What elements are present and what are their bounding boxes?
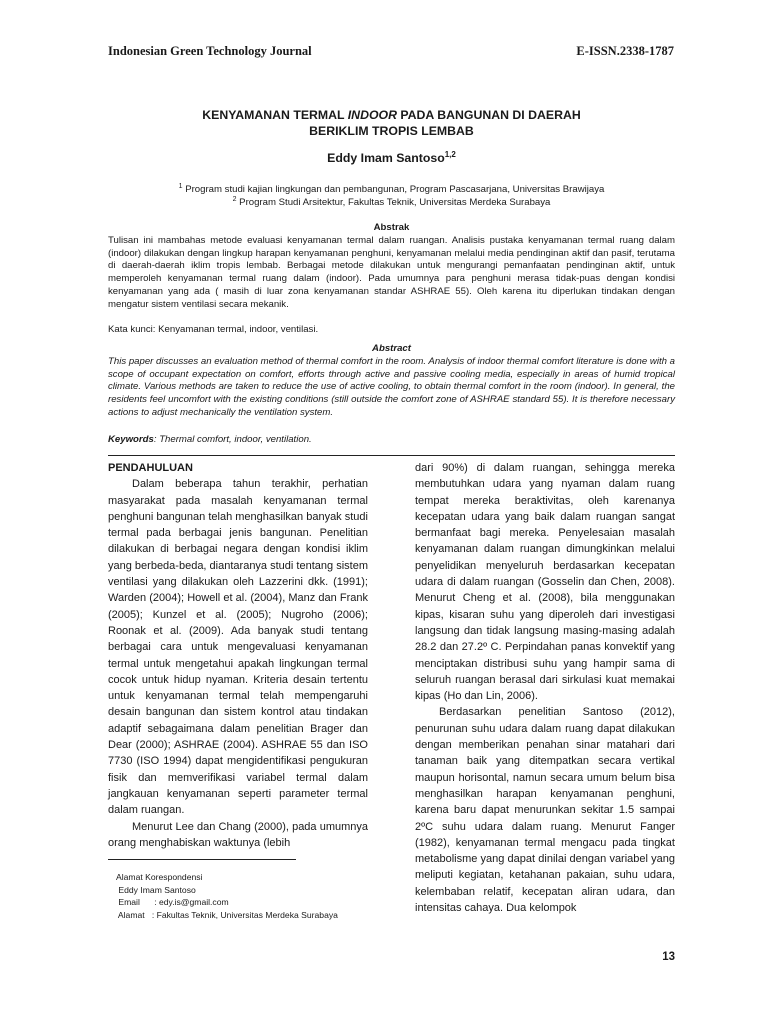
affiliation-2: $^2$ Program Studi Arsitektur, Fakultas Teknik, Universitas Merdeka Surabaya <box>232 196 551 209</box>
author-superscript: 1,2 <box>444 150 456 159</box>
abstract-heading: Abstract <box>372 343 411 354</box>
keywords <box>108 434 675 445</box>
right-paragraph-2: Berdasarkan penelitian Santoso (2012), penurunan suhu udara dalam ruang dapat dilakukan dengan memberikan penahan sinar matahari dari tanaman baik yang ditempatkan secara vertikal maupun horisontal, namun secara umum belum bisa menghasilkan harapan kenyamanan penghuni, karena baru dapat menurunkan sekitar 1.5 sampai 2ºC suhu udara dalam ruang. Menurut Fanger (1982), kenyamanan termal mengacu pada tingkat metabolisme yang dapat dinilai dengan variabel yang meliputi kegiatan, ketahanan pakaian, suhu udara, kelembaban relatif, kecepatan aliran udara, dan intensitas cahaya. Dua kelompok <box>415 706 675 915</box>
footnote-line-3: Email : edy.is@gmail.com <box>116 897 229 907</box>
section-heading: PENDAHULUAN <box>108 462 193 474</box>
abstract-text: This paper discusses an evaluation method of thermal comfort in the room. Analysis of indoor thermal comfort literature is done with a scope of occupant expectation on comfort, efforts through active and passive cooling media, especially in areas of humid tropical climate. Various methods are taken to reduce the use of active cooling, to obtain thermal comfort in the room (indoor). In general, the residents feel uncomfort with the existing conditions (still outside the comfort zone of ASHRAE standard 55). It is therefore necessary actions to adjust mechanically the ventilation system. <box>108 356 675 418</box>
affiliation-1: $^1$ Program studi kajian lingkungan dan pembangunan, Program Pascasarjana, Universitas Brawijaya <box>178 183 605 196</box>
left-paragraph-1: Dalam beberapa tahun terakhir, perhatian masyarakat pada masalah kenyamanan termal penghuni bangunan telah menghasilkan banyak studi termal pada berbagai jenis bangunan. Penelitian dilakukan di berbagai negara dengan kondisi iklim yang berbeda-beda, diantaranya studi tentang sistem ventilasi yang dilakukan oleh Lazzerini dkk. (1991); Warden (2004); Howell et al. (2004), Manz dan Frank (2005); Kunzel et al. (2005); Nugroho (2006); Roonak et al. (2009). Ada banyak studi tentang berbagai cara untuk mengevaluasi kenyamanan termal untuk mengetahui apakah lingkungan termal cocok untuk hidup nyaman. Kriteria desain tertentu untuk kenyamanan termal telah mempengaruhi desain bangunan dan sistem kontrol atau tindakan adaptif sebagaimana dalam penelitian Brager dan Dear (2000); ASHRAE (2004). ASHRAE 55 dan ISO 7730 (ISO 1994) dapat mengidentifikasi pengukuran fisik dan memverifikasi variabel termal dalam jangkauan kenyamanan seperti parameter termal dalam ruangan. <box>108 478 368 817</box>
kata-kunci-label: Kata kunci: <box>108 324 159 335</box>
right-paragraph-1: dari 90%) di dalam ruangan, sehingga mereka membutuhkan udara yang nyaman dalam ruang tempat mereka beraktivitas, oleh karenanya kecepatan udara yang baik dalam ruangan sangat bermanfaat bagi mereka. Penyelesaian masalah kenyamanan dalam ruangan dimungkinkan melalui penyelidikan menyeluruh berdasarkan kecepatan udara di dalam ruangan (Gosselin dan Chen, 2008). Menurut Cheng et al. (2008), bila menggunakan kipas, kisaran suhu yang diperoleh dari investigasi langsung dan tidak langsung masing-masing adalah 28.2 dan 27.2º C. Perpindahan panas konvektif yang menciptakan distribusi suhu yang hampir sama di seluruh ruangan berasal dari sirkulasi kuat memakai kipas (Ho dan Lin, 2006). <box>415 462 675 703</box>
abstrak-heading: Abstrak <box>373 222 410 233</box>
footnote-rule <box>108 859 296 860</box>
abstrak-text: Tulisan ini mambahas metode evaluasi kenyamanan termal dalam ruangan. Analisis pustaka kenyamanan termal ruang dalam (indoor) dilakukan dengan lingkup harapan kenyamanan penghuni, kenyamanan melalui media pendinginan aktif dan pasif, terutama di daerah-daerah iklim tropis lembab. Berbagai metode dilakukan untuk mengurangi pemanfaatan pendinginan aktif, untuk memperoleh kenyamanan termal ruang dalam (indoor). Pada umumnya para penghuni merasa tidak-puas dengan kondisi kenyamanan yang ada ( masih di luar zona kenyamanan standar ASHRAE 55). Oleh karena itu diperlukan tindakan dengan mengatur sistem ventilasi secara mekanik. <box>108 235 675 310</box>
page-number: 13 <box>662 951 675 963</box>
footnote-line-2: Eddy Imam Santoso <box>116 884 196 895</box>
author-name: Eddy Imam Santoso <box>327 151 445 166</box>
correspondence-footnote <box>116 871 338 921</box>
author <box>108 150 675 165</box>
keywords-label: Keywords <box>108 434 154 445</box>
issn: E-ISSN.2338-1787 <box>576 44 674 58</box>
journal-name: Indonesian Green Technology Journal <box>108 44 312 58</box>
footnote-line-1: Alamat Korespondensi <box>116 872 203 882</box>
title-line-2: BERIKLIM TROPIS LEMBAB <box>309 124 474 138</box>
left-column <box>108 460 368 851</box>
footnote-line-4: Alamat : Fakultas Teknik, Universitas Merdeka Surabaya <box>116 909 338 920</box>
right-column <box>415 460 675 916</box>
kata-kunci-values: Kenyamanan termal, indoor, ventilasi. <box>158 324 319 335</box>
keywords-values: : Thermal comfort, indoor, ventilation. <box>153 434 312 445</box>
left-paragraph-2: Menurut Lee dan Chang (2000), pada umumnya orang menghabiskan waktunya (lebih <box>108 820 368 849</box>
running-header <box>108 44 674 62</box>
kata-kunci <box>108 324 675 335</box>
title-line-1: KENYAMANAN TERMAL INDOOR PADA BANGUNAN DI DAERAH <box>202 108 581 122</box>
section-divider <box>108 455 675 456</box>
paper-title <box>108 107 675 139</box>
